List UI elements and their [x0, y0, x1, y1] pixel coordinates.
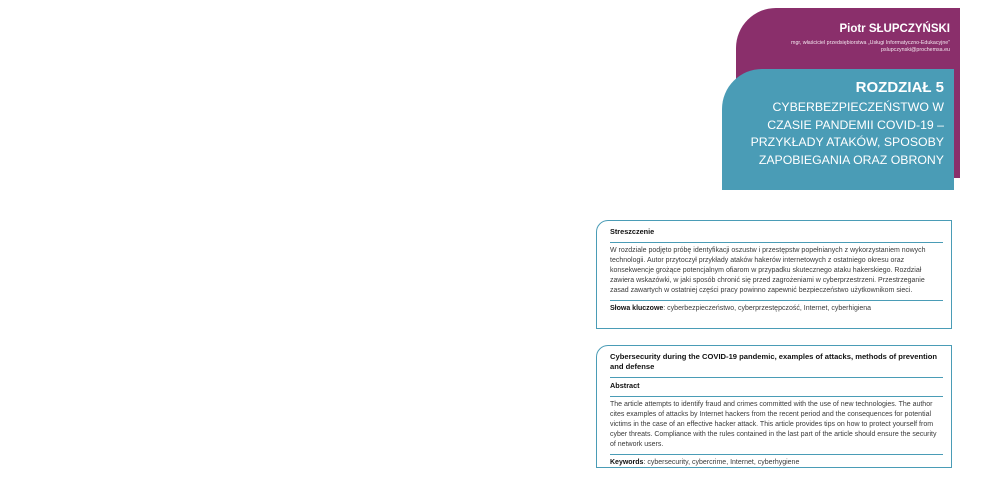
divider — [610, 396, 943, 397]
divider — [610, 377, 943, 378]
keywords-line-pl — [610, 304, 943, 314]
keywords-label-en: Keywords — [610, 459, 644, 467]
keywords-line-en — [610, 458, 943, 468]
divider — [610, 454, 943, 455]
summary-body-pl: W rozdziale podjęto próbę identyfikacji oszustw i przestępstw popełnianych z wykorzystaniem nowych technologii. Autor przytoczył przykłady ataków hakerów internetowych z ostatniego okresu oraz konsekwencje grożące potencjalnym ofiarom w przypadku skutecznego ataku hakerskiego. Rozdział zawiera wskazówki, w jaki sposób chronić się przed zagrożeniami w cyberprzestrzeni. Przestrzeganie zasad zawartych w ostatniej części pracy powinno zapewnić bezpieczeństwo użytkownikom sieci. — [610, 246, 926, 294]
summary-box-en — [596, 345, 952, 468]
summary-heading-pl: Streszczenie — [610, 227, 655, 236]
author-name: Piotr SŁUPCZYŃSKI — [839, 23, 950, 35]
author-affiliation: mgr, właściciel przedsiębiorstwa „Usługi Informatyczno-Edukacyjne” — [791, 40, 950, 46]
keywords-pl: : cyberbezpieczeństwo, cyberprzestępczość, Internet, cyberhigiena — [663, 305, 872, 313]
author-email: pslupczynski@prochemsa.eu — [881, 47, 950, 53]
summary-box-pl — [596, 220, 952, 329]
chapter-number: ROZDZIAŁ 5 — [855, 79, 944, 96]
keywords-en: : cybersecurity, cybercrime, Internet, cyberhygiene — [643, 459, 800, 467]
author-affiliation-block — [791, 40, 950, 54]
divider — [610, 242, 943, 243]
divider — [610, 300, 943, 301]
abstract-heading: Abstract — [610, 381, 640, 390]
chapter-title: CYBERBEZPIECZEŃSTWO W CZASIE PANDEMII COVID-19 – PRZYKŁADY ATAKÓW, SPOSOBY ZAPOBIEGANIA ORAZ OBRONY — [750, 100, 944, 167]
abstract-body: The article attempts to identify fraud and crimes committed with the use of new technologies. The author cites examples of attacks by Internet hackers from the recent period and the consequences for potential victims in the case of an effective hacker attack. This article provides tips on how to protect yourself from cyber threats. Compliance with the rules contained in the last part of the article should ensure the security of network users. — [610, 400, 937, 448]
keywords-label-pl: Słowa kluczowe — [610, 305, 664, 313]
chapter-banner — [722, 69, 954, 190]
article-title-en: Cybersecurity during the COVID-19 pandemic, examples of attacks, methods of prevention and defense — [610, 352, 938, 371]
